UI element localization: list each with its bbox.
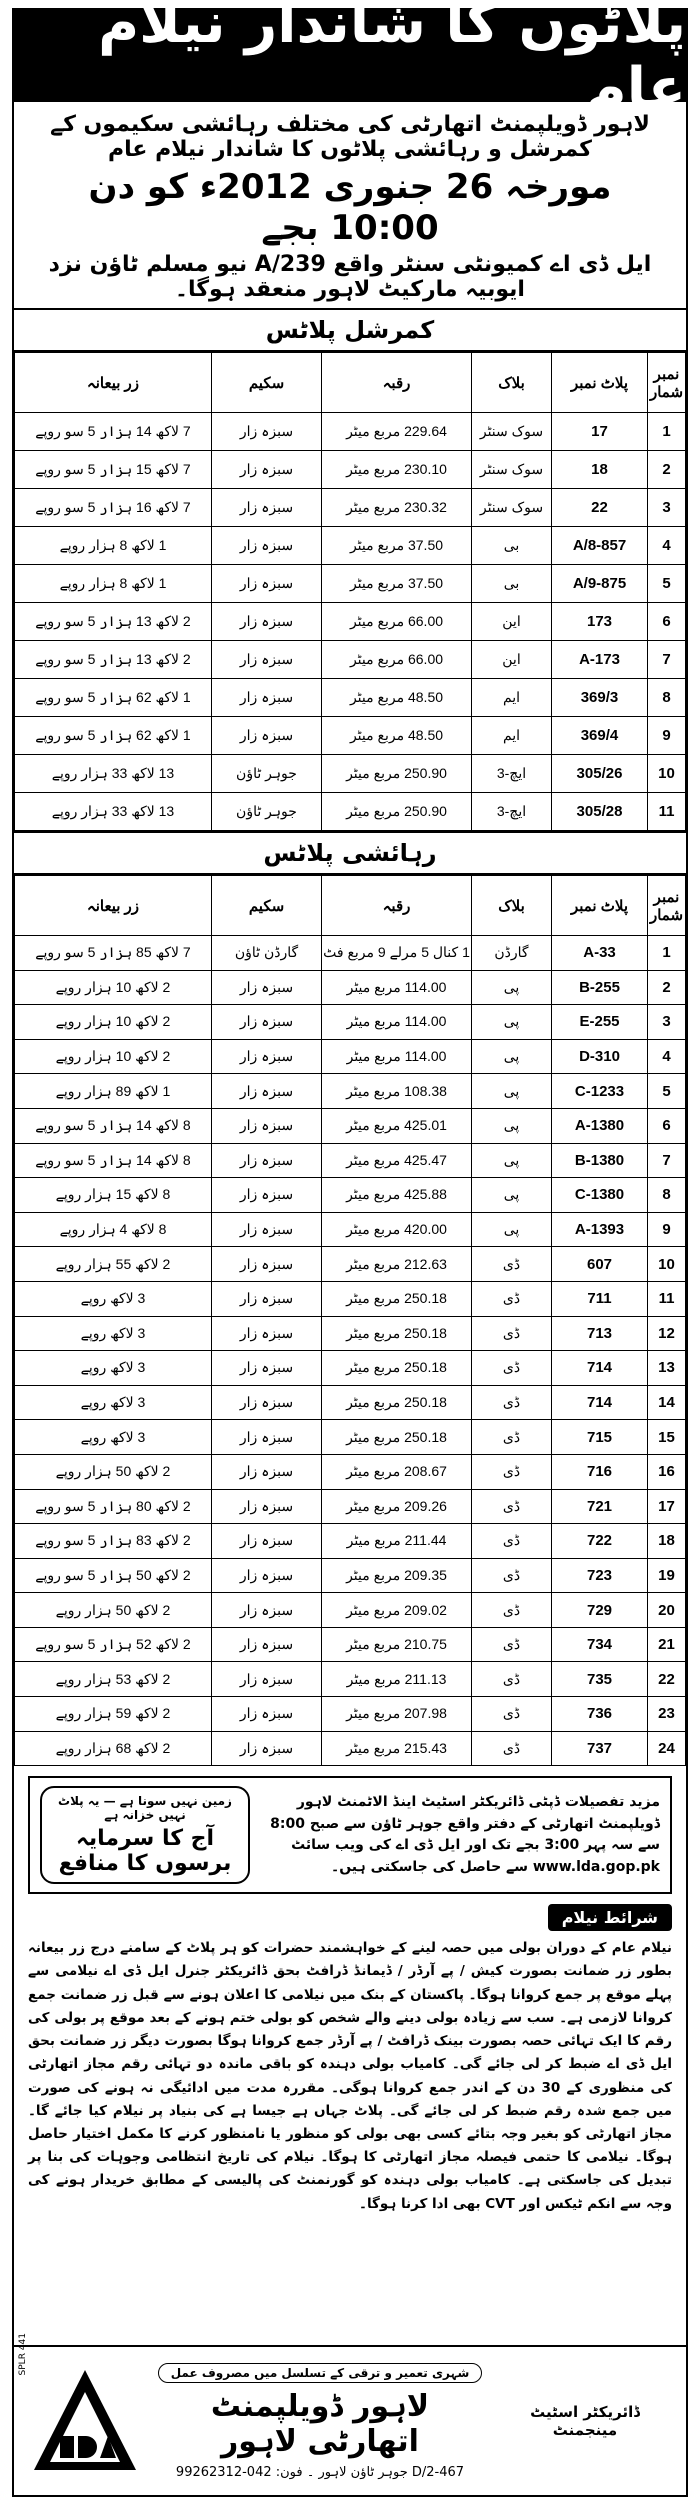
cell-plot-number: 310-D	[552, 1039, 648, 1074]
cell-plot-number: 723	[552, 1558, 648, 1593]
cell-serial: 8	[648, 679, 686, 717]
table-row	[15, 1108, 686, 1143]
cell-scheme: جوہر ٹاؤن	[212, 793, 322, 831]
advertisement-frame	[12, 0, 688, 2497]
table-row	[15, 527, 686, 565]
cell-earnest-money: 2 لاکھ 53 ہزار روپے	[15, 1662, 212, 1697]
cell-earnest-money: 3 لاکھ روپے	[15, 1385, 212, 1420]
header-serial: نمبر شمار	[648, 876, 686, 936]
table-row	[15, 1143, 686, 1178]
table-row	[15, 1212, 686, 1247]
cell-serial: 18	[648, 1524, 686, 1559]
cell-area: 250.90 مربع میٹر	[322, 793, 472, 831]
cell-serial: 22	[648, 1662, 686, 1697]
cell-scheme: سبزہ زار	[212, 603, 322, 641]
table-row	[15, 1662, 686, 1697]
header-area: رقبہ	[322, 876, 472, 936]
cell-scheme: سبزہ زار	[212, 1351, 322, 1386]
cell-serial: 9	[648, 717, 686, 755]
cell-area: 48.50 مربع میٹر	[322, 679, 472, 717]
table-row	[15, 1627, 686, 1662]
info-text-end: سے حاصل کی جاسکتی ہیں۔	[331, 1858, 528, 1875]
cell-scheme: سبزہ زار	[212, 1731, 322, 1766]
venue-line: ایل ڈی اے کمیونٹی سنٹر واقع A/239 نیو مسلم ٹاؤن نزد ایوبیہ مارکیٹ لاہور منعقد ہوگا۔	[48, 252, 652, 302]
cell-area: 250.18 مربع میٹر	[322, 1385, 472, 1420]
director-title: ڈائریکٹر اسٹیٹ مینجمنٹ	[530, 2403, 640, 2439]
cell-serial: 8	[648, 1178, 686, 1213]
cell-block: پی	[472, 1143, 552, 1178]
cell-earnest-money: 3 لاکھ روپے	[15, 1420, 212, 1455]
cell-block: پی	[472, 1178, 552, 1213]
cell-serial: 4	[648, 1039, 686, 1074]
table-row	[15, 1281, 686, 1316]
table-row	[15, 565, 686, 603]
table-row	[15, 717, 686, 755]
cell-earnest-money: 1 لاکھ 8 ہزار روپے	[15, 527, 212, 565]
cell-area: 208.67 مربع میٹر	[322, 1454, 472, 1489]
cell-serial: 3	[648, 1005, 686, 1040]
cell-earnest-money: 8 لاکھ 14 ہزار 5 سو روپے	[15, 1108, 212, 1143]
cell-block: ڈی	[472, 1316, 552, 1351]
cell-plot-number: 716	[552, 1454, 648, 1489]
cell-scheme: سبزہ زار	[212, 970, 322, 1005]
cell-earnest-money: 2 لاکھ 80 ہزار 5 سو روپے	[15, 1489, 212, 1524]
cell-area: 48.50 مربع میٹر	[322, 717, 472, 755]
cell-plot-number: 18	[552, 451, 648, 489]
cell-earnest-money: 1 لاکھ 89 ہزار روپے	[15, 1074, 212, 1109]
cell-block: پی	[472, 970, 552, 1005]
table-row	[15, 451, 686, 489]
cell-scheme: سبزہ زار	[212, 1489, 322, 1524]
cell-block: ڈی	[472, 1385, 552, 1420]
cell-area: 211.13 مربع میٹر	[322, 1662, 472, 1697]
cell-plot-number: 721	[552, 1489, 648, 1524]
cell-serial: 23	[648, 1697, 686, 1732]
cell-block: ڈی	[472, 1524, 552, 1559]
cell-plot-number: 173-A	[552, 641, 648, 679]
table-row	[15, 1454, 686, 1489]
cell-earnest-money: 8 لاکھ 4 ہزار روپے	[15, 1212, 212, 1247]
cell-scheme: سبزہ زار	[212, 679, 322, 717]
cell-earnest-money: 1 لاکھ 62 ہزار 5 سو روپے	[15, 717, 212, 755]
cell-serial: 1	[648, 936, 686, 971]
cell-scheme: سبزہ زار	[212, 1385, 322, 1420]
table-row	[15, 1524, 686, 1559]
cell-serial: 5	[648, 1074, 686, 1109]
cell-serial: 1	[648, 413, 686, 451]
cell-plot-number: 736	[552, 1697, 648, 1732]
cell-earnest-money: 7 لاکھ 85 ہزار 5 سو روپے	[15, 936, 212, 971]
cell-plot-number: 1380-C	[552, 1178, 648, 1213]
cell-plot-number: 713	[552, 1316, 648, 1351]
cell-plot-number: 737	[552, 1731, 648, 1766]
table-row	[15, 413, 686, 451]
table-row	[15, 1039, 686, 1074]
cell-earnest-money: 7 لاکھ 14 ہزار 5 سو روپے	[15, 413, 212, 451]
lda-logo-icon	[30, 2366, 140, 2476]
cell-scheme: سبزہ زار	[212, 1662, 322, 1697]
cell-plot-number: 369/3	[552, 679, 648, 717]
cell-block: ڈی	[472, 1593, 552, 1628]
cell-block: سوک سنٹر	[472, 413, 552, 451]
cell-block: پی	[472, 1074, 552, 1109]
cell-plot-number: 1393-A	[552, 1212, 648, 1247]
cell-serial: 13	[648, 1351, 686, 1386]
cell-earnest-money: 7 لاکھ 16 ہزار 5 سو روپے	[15, 489, 212, 527]
cell-area: 250.18 مربع میٹر	[322, 1351, 472, 1386]
cell-plot-number: 305/28	[552, 793, 648, 831]
cell-serial: 19	[648, 1558, 686, 1593]
cell-area: 114.00 مربع میٹر	[322, 1005, 472, 1040]
table-row	[15, 755, 686, 793]
cell-area: 250.18 مربع میٹر	[322, 1420, 472, 1455]
header-earnest-money: زر بیعانہ	[15, 876, 212, 936]
cell-serial: 3	[648, 489, 686, 527]
cell-plot-number: 305/26	[552, 755, 648, 793]
info-box	[28, 1776, 672, 1894]
authority-name: لاہور ڈویلپمنٹ اتھارٹی لاہور	[210, 2389, 430, 2459]
cell-area: 250.18 مربع میٹر	[322, 1316, 472, 1351]
cell-scheme: سبزہ زار	[212, 1212, 322, 1247]
cell-earnest-money: 2 لاکھ 50 ہزار روپے	[15, 1454, 212, 1489]
cell-area: 210.75 مربع میٹر	[322, 1627, 472, 1662]
cell-earnest-money: 2 لاکھ 13 ہزار 5 سو روپے	[15, 603, 212, 641]
cell-scheme: سبزہ زار	[212, 1005, 322, 1040]
cell-earnest-money: 1 لاکھ 8 ہزار روپے	[15, 565, 212, 603]
cell-area: 209.02 مربع میٹر	[322, 1593, 472, 1628]
cell-block: ایم	[472, 717, 552, 755]
commercial-section-title: کمرشل پلاٹس	[14, 308, 686, 352]
table-row	[15, 679, 686, 717]
cell-earnest-money: 8 لاکھ 15 ہزار روپے	[15, 1178, 212, 1213]
cell-area: 37.50 مربع میٹر	[322, 527, 472, 565]
cell-block: ایم	[472, 679, 552, 717]
cell-scheme: سبزہ زار	[212, 489, 322, 527]
authority-address: 467-D/2 جوہر ٹاؤن لاہور ۔ فون: 042-99262312	[175, 2465, 465, 2480]
footer-center	[154, 2362, 486, 2480]
cell-plot-number: 714	[552, 1385, 648, 1420]
cell-block: پی	[472, 1005, 552, 1040]
cell-area: 108.38 مربع میٹر	[322, 1074, 472, 1109]
table-row	[15, 1420, 686, 1455]
cell-scheme: سبزہ زار	[212, 1524, 322, 1559]
cell-block: گارڈن	[472, 936, 552, 971]
cell-area: 425.88 مربع میٹر	[322, 1178, 472, 1213]
cell-block: سوک سنٹر	[472, 451, 552, 489]
cell-area: 212.63 مربع میٹر	[322, 1247, 472, 1282]
cell-earnest-money: 7 لاکھ 15 ہزار 5 سو روپے	[15, 451, 212, 489]
cell-serial: 2	[648, 970, 686, 1005]
cell-area: 114.00 مربع میٹر	[322, 970, 472, 1005]
cell-plot-number: 722	[552, 1524, 648, 1559]
cell-scheme: سبزہ زار	[212, 1281, 322, 1316]
table-row	[15, 936, 686, 971]
cell-scheme: جوہر ٹاؤن	[212, 755, 322, 793]
cell-serial: 5	[648, 565, 686, 603]
info-text-main: مزید تفصیلات ڈپٹی ڈائریکٹر اسٹیٹ اینڈ الاٹمنٹ لاہور ڈویلپمنٹ اتھارٹی کے دفتر واقع جوہر ٹاؤن سے صبح 8:00 سے سہ پہر 3:00 بجے تک اور ایل ڈی اے کی ویب سائٹ	[270, 1793, 660, 1854]
cell-block: پی	[472, 1108, 552, 1143]
cell-block: ڈی	[472, 1697, 552, 1732]
cell-area: 66.00 مربع میٹر	[322, 603, 472, 641]
cell-area: 229.64 مربع میٹر	[322, 413, 472, 451]
table-row	[15, 1489, 686, 1524]
cell-area: 230.10 مربع میٹر	[322, 451, 472, 489]
cell-area: 66.00 مربع میٹر	[322, 641, 472, 679]
cell-serial: 24	[648, 1731, 686, 1766]
slogan-big: آج کا سرمایہ برسوں کا منافع	[58, 1826, 232, 1877]
terms-title: شرائط نیلام	[548, 1904, 672, 1931]
cell-block: ڈی	[472, 1247, 552, 1282]
cell-serial: 17	[648, 1489, 686, 1524]
cell-serial: 4	[648, 527, 686, 565]
cell-scheme: سبزہ زار	[212, 1316, 322, 1351]
terms-title-wrap	[28, 1904, 672, 1931]
cell-area: 425.01 مربع میٹر	[322, 1108, 472, 1143]
cell-area: 250.18 مربع میٹر	[322, 1281, 472, 1316]
cell-earnest-money: 13 لاکھ 33 ہزار روپے	[15, 793, 212, 831]
cell-serial: 2	[648, 451, 686, 489]
cell-serial: 10	[648, 1247, 686, 1282]
cell-earnest-money: 2 لاکھ 52 ہزار 5 سو روپے	[15, 1627, 212, 1662]
cell-serial: 12	[648, 1316, 686, 1351]
cell-earnest-money: 3 لاکھ روپے	[15, 1316, 212, 1351]
cell-block: این	[472, 641, 552, 679]
cell-scheme: سبزہ زار	[212, 1454, 322, 1489]
cell-scheme: سبزہ زار	[212, 1593, 322, 1628]
cell-scheme: سبزہ زار	[212, 1247, 322, 1282]
table-row	[15, 603, 686, 641]
cell-serial: 20	[648, 1593, 686, 1628]
commercial-table-body	[15, 413, 686, 831]
cell-block: سوک سنٹر	[472, 489, 552, 527]
cell-earnest-money: 2 لاکھ 10 ہزار روپے	[15, 970, 212, 1005]
cell-block: ڈی	[472, 1662, 552, 1697]
cell-plot-number: 1380-B	[552, 1143, 648, 1178]
header-scheme: سکیم	[212, 876, 322, 936]
table-row	[15, 1316, 686, 1351]
cell-earnest-money: 1 لاکھ 62 ہزار 5 سو روپے	[15, 679, 212, 717]
cell-scheme: سبزہ زار	[212, 565, 322, 603]
cell-earnest-money: 2 لاکھ 83 ہزار 5 سو روپے	[15, 1524, 212, 1559]
cell-plot-number: 1380-A	[552, 1108, 648, 1143]
commercial-plots-table	[14, 352, 686, 831]
cell-block: پی	[472, 1212, 552, 1247]
table-row	[15, 1593, 686, 1628]
cell-serial: 16	[648, 1454, 686, 1489]
cell-scheme: سبزہ زار	[212, 1074, 322, 1109]
cell-block: ڈی	[472, 1420, 552, 1455]
cell-plot-number: 1233-C	[552, 1074, 648, 1109]
cell-plot-number: 875-A/9	[552, 565, 648, 603]
cell-earnest-money: 2 لاکھ 10 ہزار روپے	[15, 1039, 212, 1074]
info-text	[260, 1792, 660, 1879]
cell-serial: 9	[648, 1212, 686, 1247]
cell-block: ڈی	[472, 1351, 552, 1386]
cell-scheme: سبزہ زار	[212, 527, 322, 565]
cell-area: 230.32 مربع میٹر	[322, 489, 472, 527]
table-row	[15, 1074, 686, 1109]
header-block: بلاک	[472, 353, 552, 413]
cell-plot-number: 714	[552, 1351, 648, 1386]
cell-earnest-money: 2 لاکھ 50 ہزار روپے	[15, 1593, 212, 1628]
cell-scheme: سبزہ زار	[212, 1108, 322, 1143]
footer	[14, 2345, 686, 2495]
cell-block: بی	[472, 527, 552, 565]
cell-earnest-money: 2 لاکھ 59 ہزار روپے	[15, 1697, 212, 1732]
cell-block: این	[472, 603, 552, 641]
cell-serial: 11	[648, 1281, 686, 1316]
cell-plot-number: 369/4	[552, 717, 648, 755]
cell-plot-number: 33-A	[552, 936, 648, 971]
cell-block: پی	[472, 1039, 552, 1074]
residential-plots-table	[14, 875, 686, 1766]
cell-serial: 11	[648, 793, 686, 831]
cell-plot-number: 729	[552, 1593, 648, 1628]
cell-scheme: سبزہ زار	[212, 1420, 322, 1455]
cell-block: ایچ-3	[472, 755, 552, 793]
cell-area: 420.00 مربع میٹر	[322, 1212, 472, 1247]
cell-plot-number: 255-B	[552, 970, 648, 1005]
cell-area: 37.50 مربع میٹر	[322, 565, 472, 603]
ad-code: SPLR 441	[18, 2332, 28, 2375]
headline-banner: پلاٹوں کا شاندار نیلام عام	[14, 10, 686, 102]
cell-plot-number: 607	[552, 1247, 648, 1282]
cell-earnest-money: 3 لاکھ روپے	[15, 1281, 212, 1316]
residential-section-title: رہائشی پلاٹس	[14, 831, 686, 875]
cell-serial: 21	[648, 1627, 686, 1662]
cell-area: 209.35 مربع میٹر	[322, 1558, 472, 1593]
cell-scheme: سبزہ زار	[212, 1627, 322, 1662]
cell-area: 114.00 مربع میٹر	[322, 1039, 472, 1074]
cell-scheme: گارڈن ٹاؤن	[212, 936, 322, 971]
intro-block	[14, 102, 686, 308]
cell-scheme: سبزہ زار	[212, 1039, 322, 1074]
table-row	[15, 970, 686, 1005]
table-row	[15, 1697, 686, 1732]
cell-scheme: سبزہ زار	[212, 1697, 322, 1732]
table-row	[15, 1351, 686, 1386]
cell-scheme: سبزہ زار	[212, 451, 322, 489]
cell-block: ڈی	[472, 1558, 552, 1593]
cell-block: ڈی	[472, 1489, 552, 1524]
cell-scheme: سبزہ زار	[212, 641, 322, 679]
cell-plot-number: 22	[552, 489, 648, 527]
cell-earnest-money: 8 لاکھ 14 ہزار 5 سو روپے	[15, 1143, 212, 1178]
cell-serial: 7	[648, 1143, 686, 1178]
header-block: بلاک	[472, 876, 552, 936]
table-header-row	[15, 353, 686, 413]
cell-scheme: سبزہ زار	[212, 1143, 322, 1178]
cell-area: 250.90 مربع میٹر	[322, 755, 472, 793]
cell-scheme: سبزہ زار	[212, 717, 322, 755]
cell-earnest-money: 2 لاکھ 55 ہزار روپے	[15, 1247, 212, 1282]
table-row	[15, 1558, 686, 1593]
header-plot-number: پلاٹ نمبر	[552, 353, 648, 413]
cell-block: ڈی	[472, 1281, 552, 1316]
cell-serial: 10	[648, 755, 686, 793]
cell-plot-number: 735	[552, 1662, 648, 1697]
cell-plot-number: 255-E	[552, 1005, 648, 1040]
table-row	[15, 1247, 686, 1282]
cell-area: 207.98 مربع میٹر	[322, 1697, 472, 1732]
cell-serial: 15	[648, 1420, 686, 1455]
cell-scheme: سبزہ زار	[212, 1558, 322, 1593]
cell-plot-number: 715	[552, 1420, 648, 1455]
cell-earnest-money: 2 لاکھ 68 ہزار روپے	[15, 1731, 212, 1766]
header-serial: نمبر شمار	[648, 353, 686, 413]
cell-area: 425.47 مربع میٹر	[322, 1143, 472, 1178]
auction-date-line: مورخہ 26 جنوری 2012ء کو دن 10:00 بجے	[88, 167, 612, 248]
header-area: رقبہ	[322, 353, 472, 413]
terms-body: نیلام عام کے دوران بولی میں حصہ لینے کے خواہشمند حضرات کو ہر پلاٹ کے سامنے درج زر بیعانہ بطور زر ضمانت بصورت کیش / پے آرڈر / ڈیمانڈ ڈرافٹ بحق ڈائریکٹر جنرل ایل ڈی اے نیلامی سے پہلے موقع پر جمع کروانا ہوگا۔ پاکستان کے بنک میں نیلامی کا اعلان ہونے سے قبل زر ضمانت جمع کروانا لازمی ہے۔ سب سے زیادہ بولی دینے والے شخص کو بولی ختم ہونے کے بعد موقع پر بولی کی رقم کا ایک تہائی حصہ بصورت بینک ڈرافٹ / پے آرڈر جمع کروانا ہوگا بصورت دیگر زر ضمانت بحق ایل ڈی اے ضبط کر لی جائے گی۔ کامیاب بولی دہندہ کو باقی ماندہ دو تہائی رقم مجاز اتھارٹی کی منظوری کے 30 دن کے اندر جمع کروانا ہوگی۔ مقررہ مدت میں ادائیگی نہ ہونے کی صورت میں جمع شدہ رقم ضبط کر لی جائے گی۔ پلاٹ جہاں ہے جیسا ہے کی بنیاد پر نیلام کیا جائے گا۔ مجاز اتھارٹی کو بغیر وجہ بتائے کسی بھی بولی کو منظور یا نامنظور کرنے کا مکمل اختیار حاصل ہوگا۔ نیلامی کا حتمی فیصلہ مجاز اتھارٹی کا ہوگا۔ نیلام کی تاریخ انتظامی وجوہات کی بنا پر تبدیل کی جاسکتی ہے۔ کامیاب بولی دہندہ کو گورنمنٹ کی پالیسی کے مطابق خریدار ہونے کی وجہ سے انکم ٹیکس اور CVT بھی ادا کرنا ہوگا۔	[28, 1940, 672, 2212]
cell-earnest-money: 2 لاکھ 13 ہزار 5 سو روپے	[15, 641, 212, 679]
cell-area: 1 کنال 5 مرلے 9 مربع فٹ	[322, 936, 472, 971]
cell-block: ڈی	[472, 1454, 552, 1489]
cell-earnest-money: 13 لاکھ 33 ہزار روپے	[15, 755, 212, 793]
cell-scheme: سبزہ زار	[212, 1178, 322, 1213]
intro-line-1: لاہور ڈویلپمنٹ اتھارٹی کی مختلف رہائشی سکیموں کے کمرشل و رہائشی پلاٹوں کا شاندار نیلام عام	[50, 112, 650, 162]
cell-block: بی	[472, 565, 552, 603]
cell-plot-number: 857-A/8	[552, 527, 648, 565]
table-row	[15, 641, 686, 679]
website-link[interactable]: www.lda.gop.pk	[532, 1858, 660, 1875]
cell-area: 211.44 مربع میٹر	[322, 1524, 472, 1559]
table-row	[15, 1005, 686, 1040]
cell-block: ڈی	[472, 1731, 552, 1766]
slogan-stamp	[40, 1786, 250, 1884]
cell-serial: 6	[648, 1108, 686, 1143]
table-row	[15, 793, 686, 831]
table-row	[15, 1731, 686, 1766]
cell-scheme: سبزہ زار	[212, 413, 322, 451]
cell-plot-number: 17	[552, 413, 648, 451]
cell-earnest-money: 3 لاکھ روپے	[15, 1351, 212, 1386]
cell-earnest-money: 2 لاکھ 10 ہزار روپے	[15, 1005, 212, 1040]
residential-table-body	[15, 936, 686, 1766]
cell-earnest-money: 2 لاکھ 50 ہزار 5 سو روپے	[15, 1558, 212, 1593]
slogan-small: زمین نہیں سونا ہے — یہ پلاٹ نہیں خزانہ ہے	[58, 1794, 232, 1823]
footer-badge: شہری تعمیر و ترقی کے تسلسل میں مصروف عمل	[158, 2363, 483, 2383]
cell-serial: 6	[648, 603, 686, 641]
header-plot-number: پلاٹ نمبر	[552, 876, 648, 936]
cell-plot-number: 711	[552, 1281, 648, 1316]
cell-area: 215.43 مربع میٹر	[322, 1731, 472, 1766]
cell-plot-number: 173	[552, 603, 648, 641]
cell-plot-number: 734	[552, 1627, 648, 1662]
cell-area: 209.26 مربع میٹر	[322, 1489, 472, 1524]
table-row	[15, 1385, 686, 1420]
header-scheme: سکیم	[212, 353, 322, 413]
cell-block: ایچ-3	[472, 793, 552, 831]
cell-serial: 14	[648, 1385, 686, 1420]
cell-block: ڈی	[472, 1627, 552, 1662]
header-earnest-money: زر بیعانہ	[15, 353, 212, 413]
table-row	[15, 1178, 686, 1213]
table-row	[15, 489, 686, 527]
cell-serial: 7	[648, 641, 686, 679]
table-header-row	[15, 876, 686, 936]
